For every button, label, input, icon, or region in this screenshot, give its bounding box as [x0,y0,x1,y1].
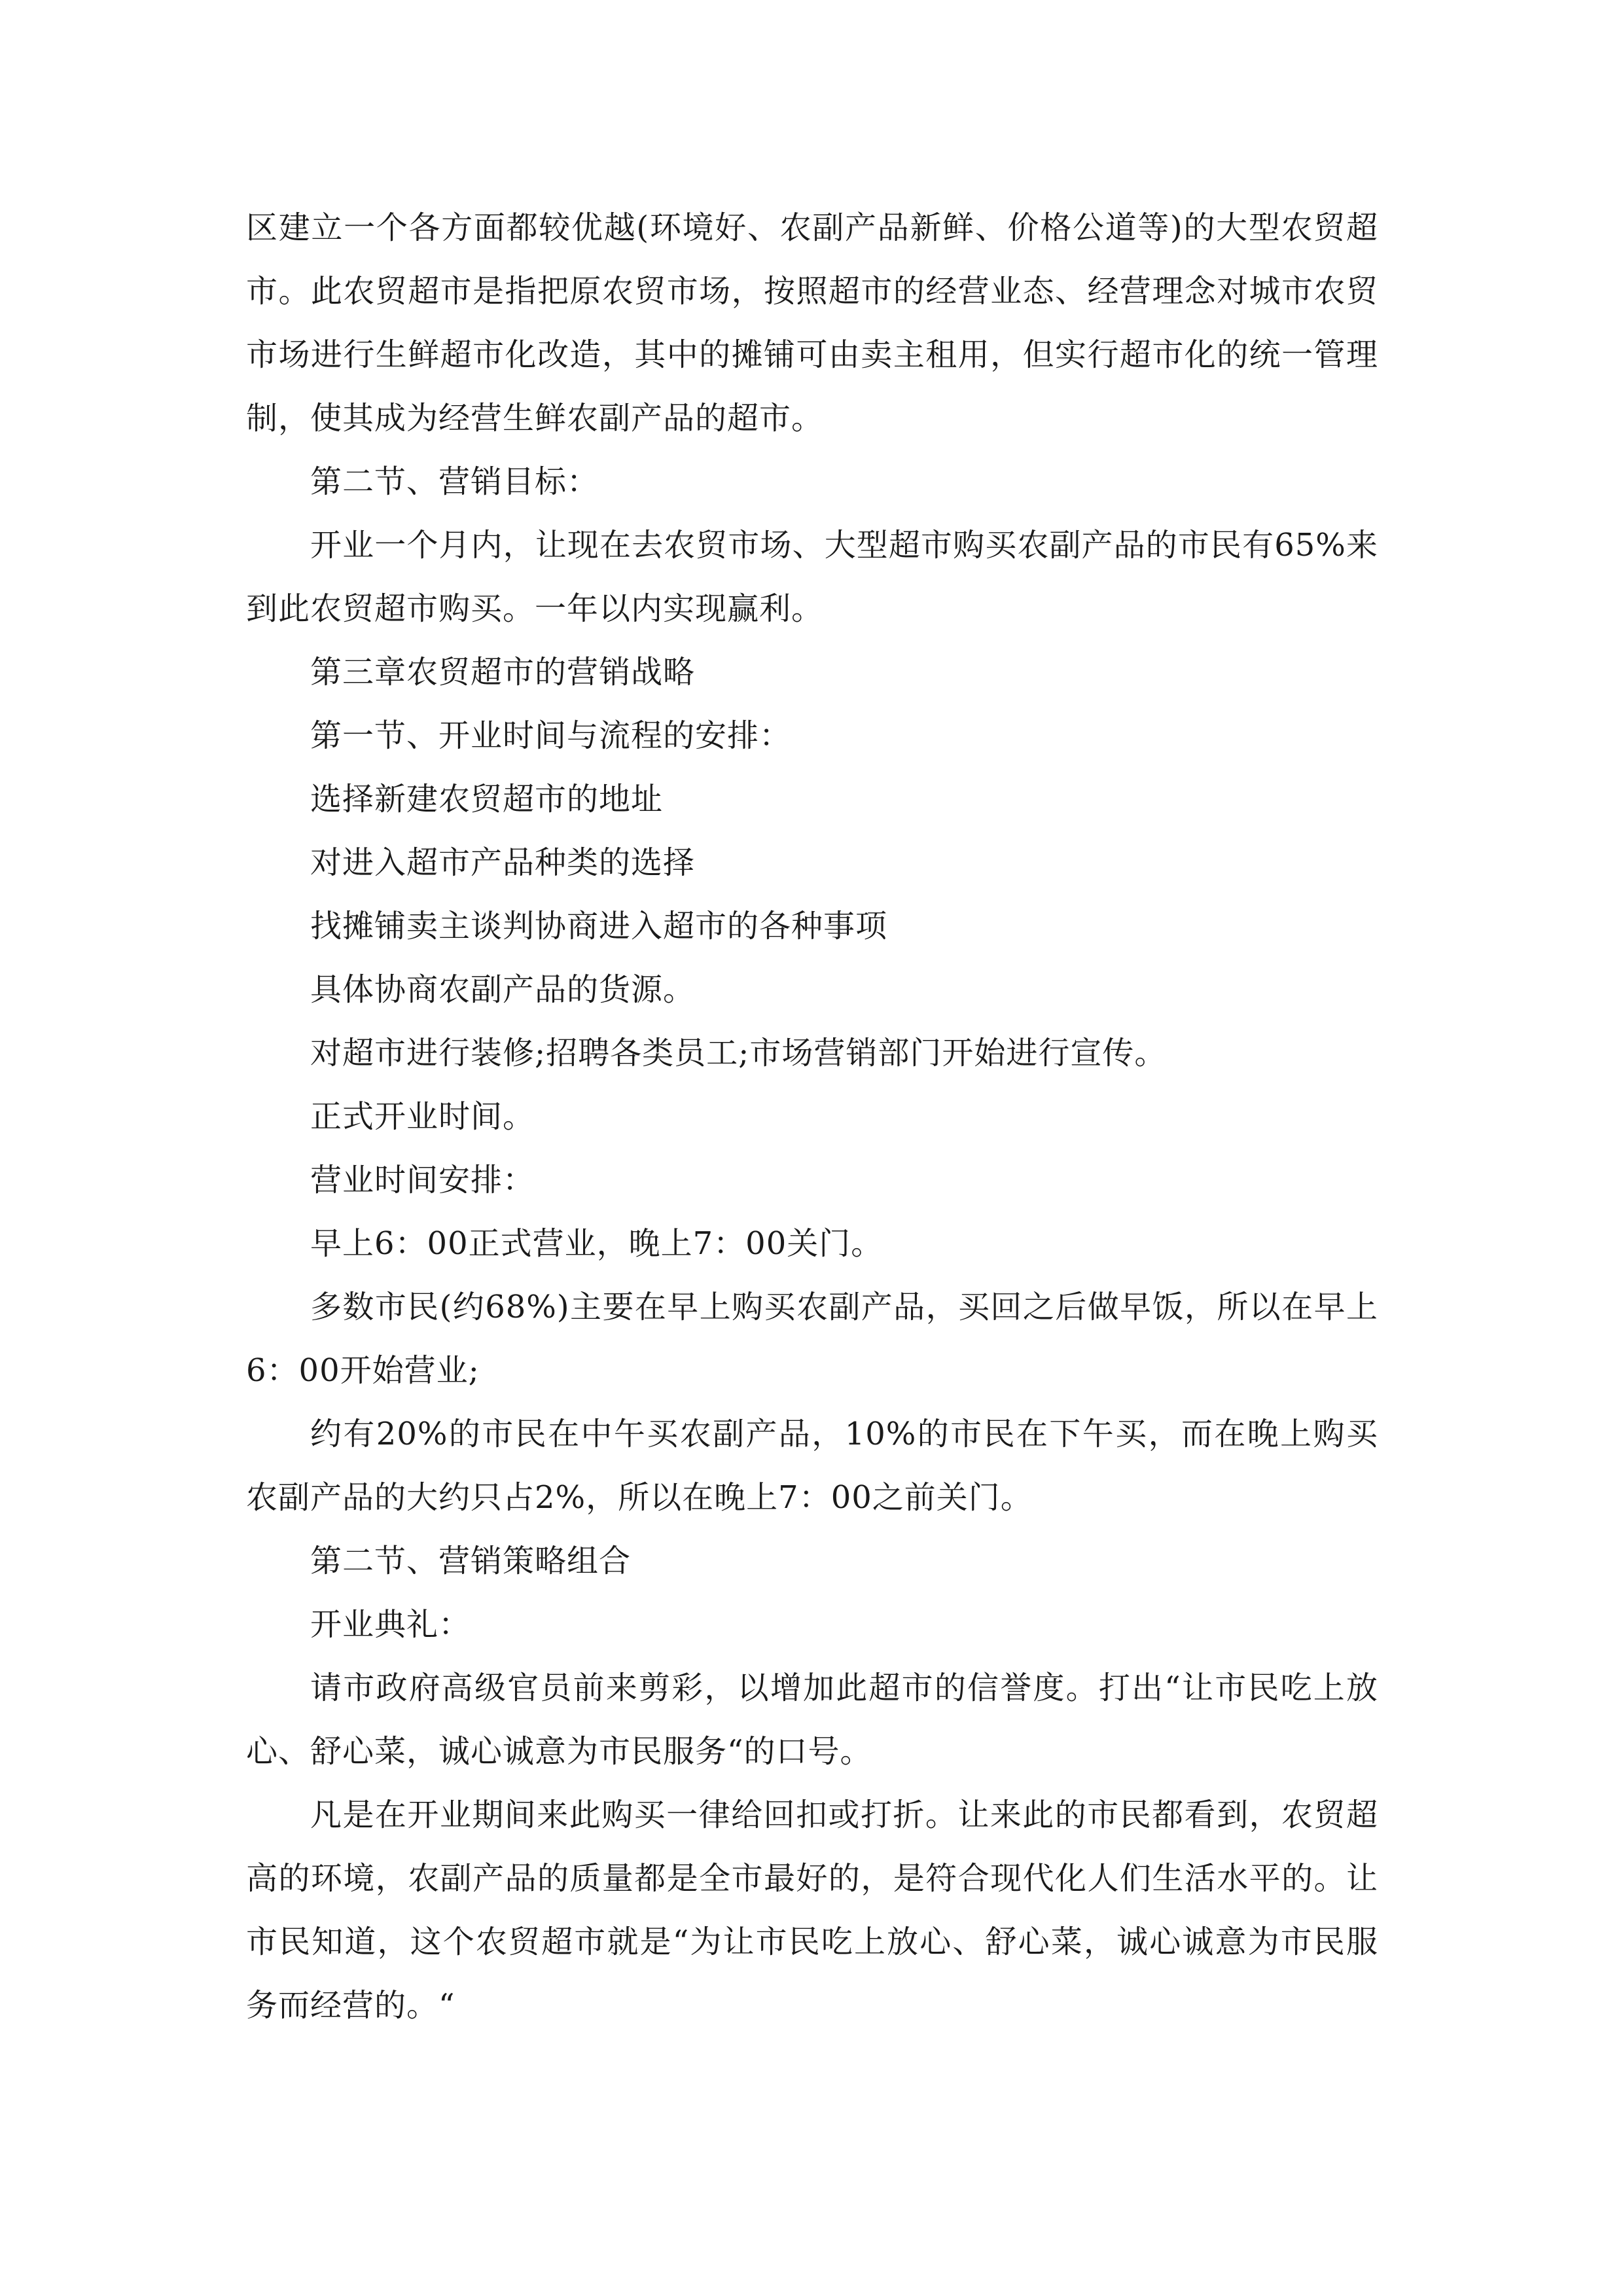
chapter-heading-strategy: 第三章农贸超市的营销战略 [310,654,696,691]
paragraph-hours: 早上6：00正式营业，晚上7：00关门。 [310,1225,883,1262]
section-heading-marketing-goals: 第二节、营销目标： [310,463,599,500]
subheading-opening-ceremony: 开业典礼： [310,1606,471,1643]
list-item-supply: 具体协商农副产品的货源。 [310,971,696,1008]
document-page [246,196,1378,2037]
list-item-opening: 正式开业时间。 [310,1098,535,1135]
list-item-site: 选择新建农贸超市的地址 [310,781,664,817]
section-heading-strategy-mix: 第二节、营销策略组合 [310,1543,632,1579]
paragraph-other-shoppers: 约有20%的市民在中午买农副产品，10%的市民在下午买，而在晚上购买农副产品的大约只占2%，所以在晚上7：00之前关门。 [246,1416,1378,1516]
paragraph-ceremony: 请市政府高级官员前来剪彩，以增加此超市的信誉度。打出“让市民吃上放心、舒心菜，诚心诚意为市民服务“的口号。 [246,1670,1378,1770]
paragraph-intro-continued: 区建立一个各方面都较优越(环境好、农副产品新鲜、价格公道等)的大型农贸超市。此农贸超市是指把原农贸市场，按照超市的经营业态、经营理念对城市农贸市场进行生鲜超市化改造，其中的摊铺可由卖主租用，但实行超市化的统一管理制，使其成为经营生鲜农副产品的超市。 [246,209,1378,437]
list-item-products: 对进入超市产品种类的选择 [310,844,696,881]
paragraph-discounts: 凡是在开业期间来此购买一律给回扣或打折。让来此的市民都看到，农贸超高的环境，农副产品的质量都是全市最好的，是符合现代化人们生活水平的。让市民知道，这个农贸超市就是“为让市民吃上放心、舒心菜，诚心诚意为市民服务而经营的。“ [246,1797,1378,2024]
section-heading-schedule: 第一节、开业时间与流程的安排： [310,717,792,754]
list-item-negotiation: 找摊铺卖主谈判协商进入超市的各种事项 [310,908,888,944]
paragraph-goals: 开业一个月内，让现在去农贸市场、大型超市购买农副产品的市民有65%来到此农贸超市购买。一年以内实现赢利。 [246,527,1378,627]
subheading-business-hours: 营业时间安排： [310,1162,535,1198]
paragraph-morning-shoppers: 多数市民(约68%)主要在早上购买农副产品，买回之后做早饭，所以在早上6：00开始营业; [246,1289,1378,1389]
list-item-renovation: 对超市进行装修;招聘各类员工;市场营销部门开始进行宣传。 [310,1035,1167,1071]
